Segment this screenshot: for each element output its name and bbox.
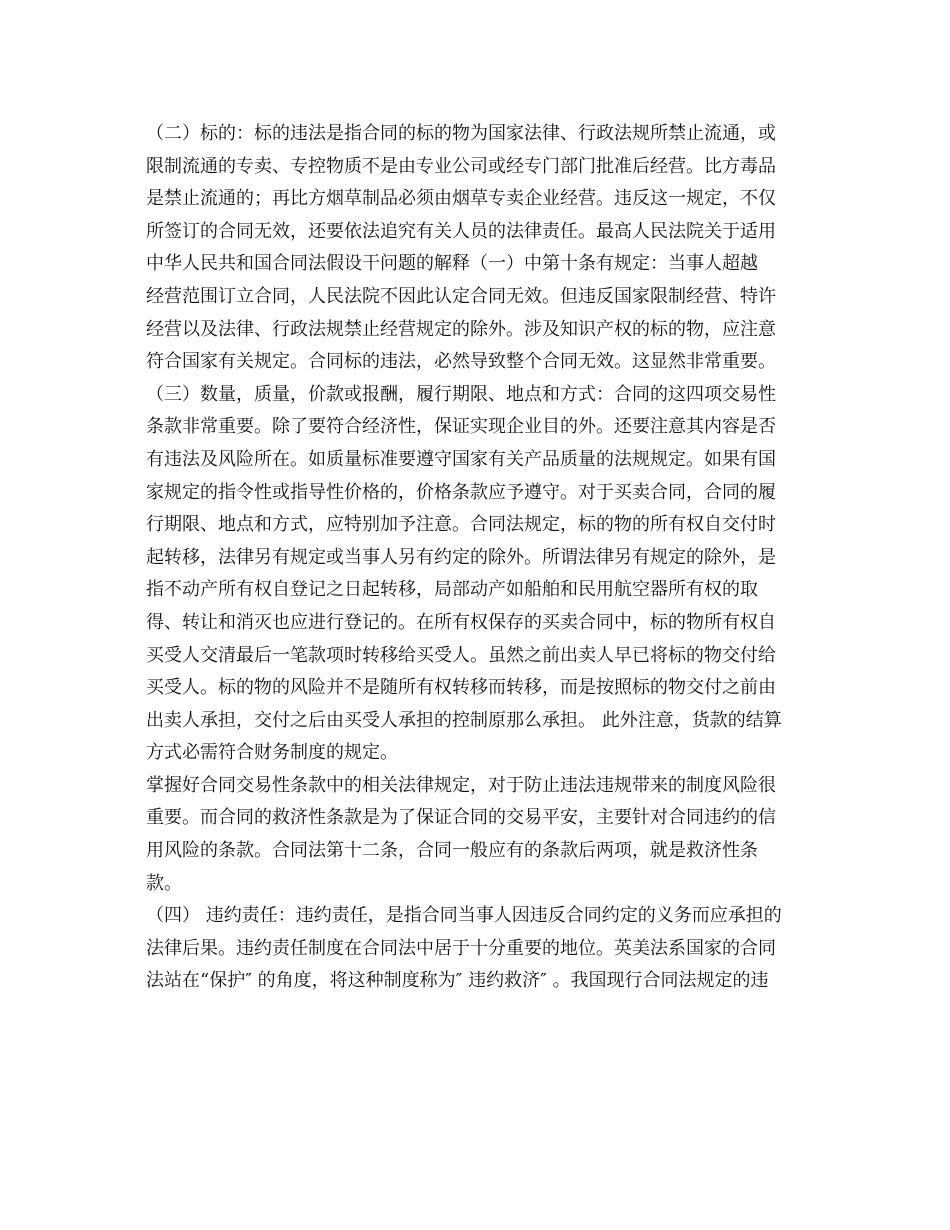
text-line: 中华人民共和国合同法假设干问题的解释（一）中第十条有规定：当事人超越	[146, 253, 758, 275]
text-line: 出卖人承担，交付之后由买受人承担的控制原那么承担。 此外注意，货款的结算	[146, 709, 782, 731]
text-line: 行期限、地点和方式，应特别加予注意。合同法规定，标的物的所有权自交付时	[146, 514, 776, 536]
text-line: 法律后果。违约责任制度在合同法中居于十分重要的地位。英美法系国家的合同	[146, 937, 776, 959]
text-line: 用风险的条款。合同法第十二条，合同一般应有的条款后两项，就是救济性条	[146, 840, 758, 862]
text-line: 指不动产所有权自登记之日起转移，局部动产如船舶和民用航空器所有权的取	[146, 579, 758, 601]
text-line: 是禁止流通的；再比方烟草制品必须由烟草专卖企业经营。违反这一规定，不仅	[146, 188, 776, 210]
text-line: 有违法及风险所在。如质量标准要遵守国家有关产品质量的法规规定。如果有国	[146, 448, 776, 470]
text-line: 条款非常重要。除了要符合经济性，保证实现企业目的外。还要注意其内容是否	[146, 416, 776, 438]
text-line: 重要。而合同的救济性条款是为了保证合同的交易平安，主要针对合同违约的信	[146, 807, 776, 829]
text-line: 经营范围订立合同，人民法院不因此认定合同无效。但违反国家限制经营、特许	[146, 285, 776, 307]
text-line: 买受人。标的物的风险并不是随所有权转移而转移，而是按照标的物交付之前由	[146, 677, 776, 699]
text-line: 家规定的指令性或指导性价格的，价格条款应予遵守。对于买卖合同，合同的履	[146, 481, 776, 503]
text-line: 起转移，法律另有规定或当事人另有约定的除外。所谓法律另有规定的除外，是	[146, 546, 776, 568]
text-line: （四） 违约责任：违约责任，是指合同当事人因违反合同约定的义务而应承担的	[146, 905, 782, 927]
text-line: （二）标的：标的违法是指合同的标的物为国家法律、行政法规所禁止流通，或	[146, 123, 776, 144]
text-line: 符合国家有关规定。合同标的违法，必然导致整个合同无效。这显然非常重要。	[146, 351, 776, 373]
text-line: 款。	[146, 872, 182, 894]
text-line: 限制流通的专卖、专控物质不是由专业公司或经专门部门批准后经营。比方毒品	[146, 155, 776, 177]
text-line: （三）数量，质量，价款或报酬，履行期限、地点和方式：合同的这四项交易性	[146, 383, 776, 405]
text-line: 买受人交清最后一笔款项时转移给买受人。虽然之前出卖人早已将标的物交付给	[146, 644, 776, 666]
body-text	[146, 118, 806, 998]
text-line: 经营以及法律、行政法规禁止经营规定的除外。涉及知识产权的标的物，应注意	[146, 318, 776, 340]
text-line: 方式必需符合财务制度的规定。	[146, 742, 398, 764]
text-line: 得、转让和消灭也应进行登记的。在所有权保存的买卖合同中，标的物所有权自	[146, 611, 776, 633]
text-line: 法站在“保护″ 的角度，将这种制度称为″ 违约救济″ 。我国现行合同法规定的违	[146, 970, 769, 992]
text-line: 所签订的合同无效，还要依法追究有关人员的法律责任。最高人民法院关于适用	[146, 220, 776, 242]
text-line: 掌握好合同交易性条款中的相关法律规定，对于防止违法违规带来的制度风险很	[146, 774, 776, 796]
